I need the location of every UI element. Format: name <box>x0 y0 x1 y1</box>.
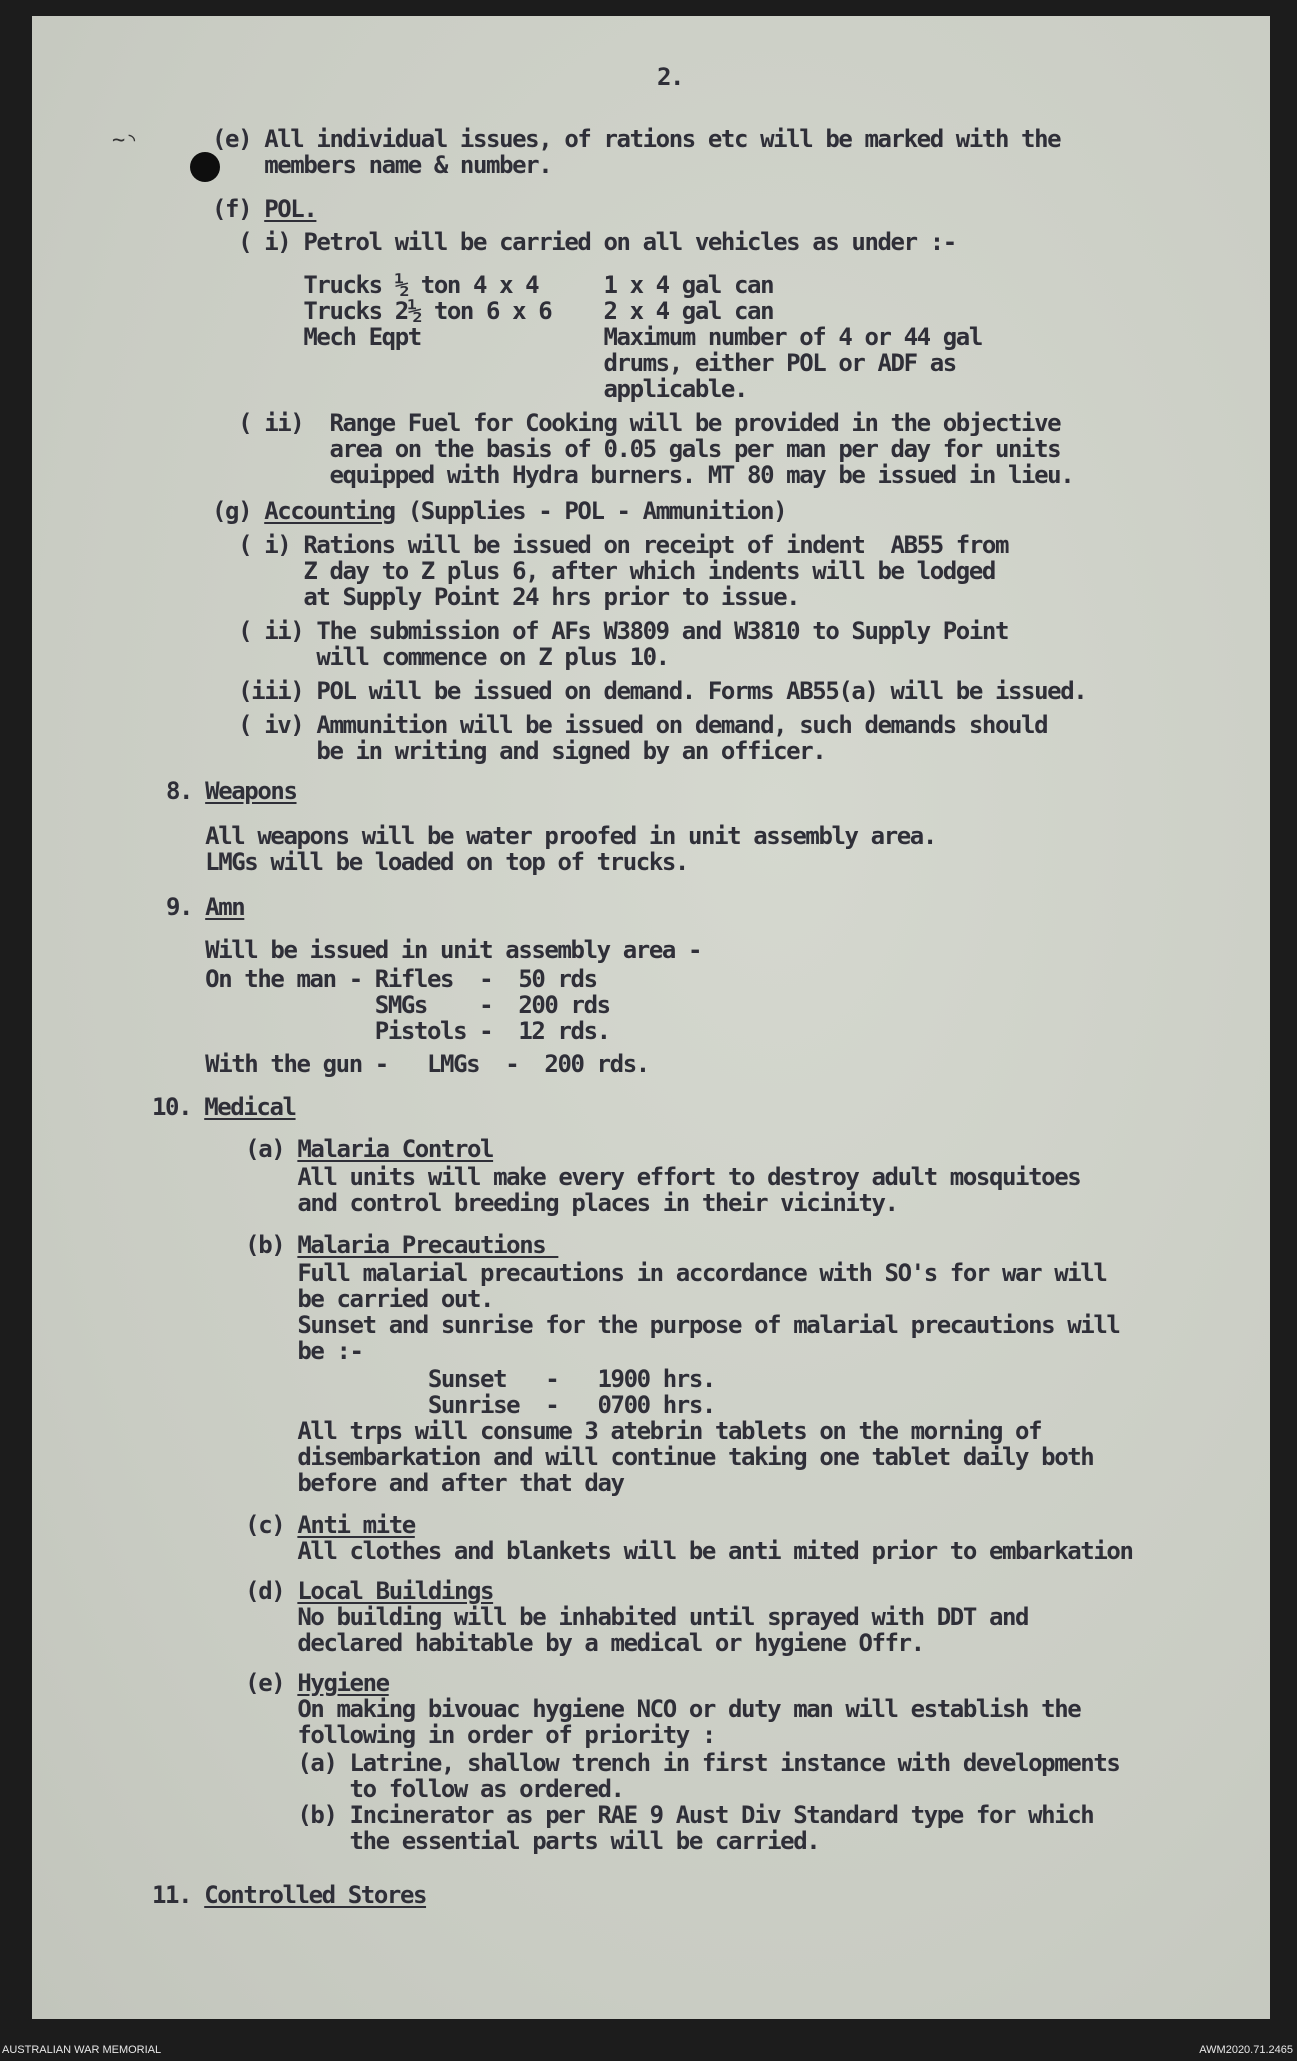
section-heading: Amn <box>205 893 245 921</box>
line-text: disembarkation and will continue taking one tablet daily both <box>206 1443 1094 1471</box>
text-line <box>206 1260 1106 1286</box>
section-heading: Controlled Stores <box>204 1881 427 1909</box>
text-line <box>212 436 1060 462</box>
text-line <box>206 1286 493 1312</box>
text-line <box>212 738 825 764</box>
line-text: (b) Incinerator as per RAE 9 Aust Div Standard type for which <box>206 1801 1094 1829</box>
page-number: 2. <box>657 63 684 91</box>
line-text: ( i) Petrol will be carried on all vehicles as under :- <box>212 228 956 256</box>
section-heading: Anti mite <box>297 1511 415 1539</box>
line-text: All clothes and blankets will be anti mited prior to embarkation <box>206 1537 1133 1565</box>
text-line <box>206 1232 558 1258</box>
text-line <box>206 1338 363 1364</box>
document-page <box>32 16 1270 2019</box>
text-line <box>212 498 786 524</box>
text-line <box>206 1470 624 1496</box>
text-line <box>206 1630 924 1656</box>
text-line <box>206 1670 389 1696</box>
text-line <box>166 823 936 849</box>
text-line <box>166 778 297 804</box>
section-heading: Malaria Control <box>297 1135 494 1163</box>
text-line <box>212 196 316 222</box>
text-line <box>206 1802 1093 1828</box>
line-text: declared habitable by a medical or hygiene Offr. <box>206 1629 924 1657</box>
line-text: and control breeding places in their vicinity. <box>206 1189 898 1217</box>
line-text: drums, either POL or ADF as <box>212 349 956 377</box>
text-line <box>212 584 799 610</box>
text-line <box>206 1444 1093 1470</box>
line-text: (e) All individual issues, of rations etc will be marked with the <box>212 125 1061 153</box>
text-line <box>212 152 551 178</box>
line-text: to follow as ordered. <box>206 1775 624 1803</box>
text-line <box>206 1750 1119 1776</box>
text-line <box>212 678 1086 704</box>
line-text: ( iv) Ammunition will be issued on demand, such demands should <box>212 711 1048 739</box>
line-text: applicable. <box>212 375 748 403</box>
section-heading: Local Buildings <box>297 1577 494 1605</box>
line-text: be carried out. <box>206 1285 494 1313</box>
text-line <box>206 1722 715 1748</box>
text-line <box>212 324 982 350</box>
line-text: All trps will consume 3 atebrin tablets on the morning of <box>206 1417 1042 1445</box>
text-line <box>212 712 1047 738</box>
text-line <box>206 1828 819 1854</box>
line-text: Will be issued in unit assembly area - <box>166 936 702 964</box>
footer-right: AWM2020.71.2465 <box>1199 2044 1293 2056</box>
line-text: (c) <box>206 1511 298 1539</box>
line-text: With the gun - LMGs - 200 rds. <box>166 1050 649 1078</box>
line-text: (g) <box>212 497 265 525</box>
text-line <box>166 1018 610 1044</box>
line-text: Mech Eqpt Maximum number of 4 or 44 gal <box>212 323 982 351</box>
text-line <box>206 1312 1119 1338</box>
line-text: area on the basis of 0.05 gals per man per day for units <box>212 435 1061 463</box>
text-line <box>206 1578 493 1604</box>
text-line <box>166 966 597 992</box>
line-text: members name & number. <box>212 151 552 179</box>
line-text: be in writing and signed by an officer. <box>212 737 826 765</box>
text-line <box>152 1094 296 1120</box>
text-line <box>212 229 956 255</box>
text-line <box>212 376 747 402</box>
line-text: Trucks 2½ ton 6 x 6 2 x 4 gal can <box>212 297 774 325</box>
text-line <box>206 1164 1080 1190</box>
section-heading: Hygiene <box>297 1669 389 1697</box>
line-text: 9. <box>166 893 206 921</box>
text-line <box>212 644 669 670</box>
section-heading: Malaria Precautions <box>297 1231 559 1259</box>
line-text: Z day to Z plus 6, after which indents will be lodged <box>212 557 995 585</box>
line-text: All units will make every effort to destroy adult mosquitoes <box>206 1163 1081 1191</box>
stray-marks: ~◝ <box>112 128 139 153</box>
line-text: following in order of priority : <box>206 1721 715 1749</box>
text-line <box>212 558 995 584</box>
text-line <box>206 1190 898 1216</box>
text-line <box>206 1366 715 1392</box>
line-text: before and after that day <box>206 1469 624 1497</box>
text-line <box>166 894 244 920</box>
line-text: ( ii) Range Fuel for Cooking will be provided in the objective <box>212 409 1061 437</box>
line-text: ( ii) The submission of AFs W3809 and W3810 to Supply Point <box>212 617 1009 645</box>
text-line <box>152 1882 426 1908</box>
text-line <box>166 937 701 963</box>
line-text: 10. <box>152 1093 205 1121</box>
line-text: On the man - Rifles - 50 rds <box>166 965 597 993</box>
line-text: equipped with Hydra burners. MT 80 may be issued in lieu. <box>212 461 1074 489</box>
section-heading: Medical <box>204 1093 296 1121</box>
text-line <box>206 1604 1028 1630</box>
section-heading: Accounting <box>264 497 395 525</box>
line-text: (d) <box>206 1577 298 1605</box>
text-line <box>212 126 1060 152</box>
line-text: be :- <box>206 1337 363 1365</box>
text-line <box>212 618 1008 644</box>
text-line <box>206 1776 624 1802</box>
text-line <box>212 462 1073 488</box>
line-text: at Supply Point 24 hrs prior to issue. <box>212 583 800 611</box>
section-heading: POL. <box>264 195 317 223</box>
line-text: Sunrise - 0700 hrs. <box>206 1391 715 1419</box>
line-text: (iii) POL will be issued on demand. Forms AB55(a) will be issued. <box>212 677 1087 705</box>
text-line <box>212 350 956 376</box>
line-text: (b) <box>206 1231 298 1259</box>
line-text: Full malarial precautions in accordance with SO's for war will <box>206 1259 1107 1287</box>
text-line <box>206 1538 1133 1564</box>
line-text: the essential parts will be carried. <box>206 1827 820 1855</box>
text-line <box>206 1512 415 1538</box>
line-text: (a) Latrine, shallow trench in first instance with developments <box>206 1749 1120 1777</box>
line-text: Trucks ½ ton 4 x 4 1 x 4 gal can <box>212 271 774 299</box>
footer-left: AUSTRALIAN WAR MEMORIAL <box>2 2044 162 2056</box>
text-line <box>206 1418 1041 1444</box>
section-heading: Weapons <box>205 777 297 805</box>
text-line <box>166 1051 649 1077</box>
line-text: On making bivouac hygiene NCO or duty man will establish the <box>206 1695 1081 1723</box>
line-text: All weapons will be water proofed in unit assembly area. <box>166 822 936 850</box>
line-text: 11. <box>152 1881 205 1909</box>
line-text: will commence on Z plus 10. <box>212 643 669 671</box>
text-line <box>206 1392 715 1418</box>
line-text: Pistols - 12 rds. <box>166 1017 610 1045</box>
text-line <box>206 1696 1080 1722</box>
text-line <box>212 532 1008 558</box>
text-line <box>212 272 773 298</box>
line-text: (Supplies - POL - Ammunition) <box>394 497 787 525</box>
line-text: (e) <box>206 1669 298 1697</box>
line-text: (f) <box>212 195 265 223</box>
text-line <box>212 298 773 324</box>
line-text: (a) <box>206 1135 298 1163</box>
text-line <box>166 849 688 875</box>
line-text: Sunset and sunrise for the purpose of malarial precautions will <box>206 1311 1120 1339</box>
line-text: SMGs - 200 rds <box>166 991 610 1019</box>
text-line <box>206 1136 493 1162</box>
line-text: ( i) Rations will be issued on receipt of indent AB55 from <box>212 531 1009 559</box>
line-text: No building will be inhabited until sprayed with DDT and <box>206 1603 1029 1631</box>
text-line <box>212 410 1060 436</box>
line-text: 8. <box>166 777 206 805</box>
text-line <box>166 992 610 1018</box>
line-text: Sunset - 1900 hrs. <box>206 1365 715 1393</box>
line-text: LMGs will be loaded on top of trucks. <box>166 848 688 876</box>
